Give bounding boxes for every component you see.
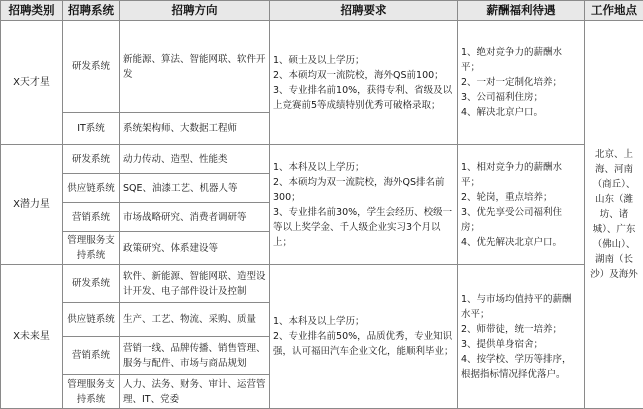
system-cell: 研发系统 (63, 145, 120, 174)
benefit-line: 2、师带徒，统一培养； (461, 323, 563, 335)
header-direction: 招聘方向 (120, 1, 270, 21)
work-location: 北京、上海、河南（商丘）、山东（潍坊、诸城）、广东（佛山）、湖南（长沙）及海外 (585, 21, 643, 409)
system-cell: 供应链系统 (63, 174, 120, 203)
direction-cell: 营销一线、品牌传播、销售管理、服务与配件、市场与商品规划 (120, 337, 270, 375)
direction-cell: 市场战略研究、消费者调研等 (120, 203, 270, 232)
benefit-line: 4、按学校、学历等排序，根据指标情况择优落户。 (461, 353, 572, 380)
requirement-line: 2、本硕均双一流院校，海外QS前100； (273, 69, 444, 81)
table-row (1, 265, 643, 303)
header-requirements: 招聘要求 (270, 1, 458, 21)
system-cell: 营销系统 (63, 337, 120, 375)
benefit-line: 1、绝对竞争力的薪酬水平； (461, 47, 563, 73)
direction-cell: 动力传动、造型、性能类 (120, 145, 270, 174)
system-cell: 供应链系统 (63, 303, 120, 337)
system-cell: 营销系统 (63, 203, 120, 232)
direction-cell: SQE、油漆工艺、机器人等 (120, 174, 270, 203)
benefit-line: 4、解决北京户口。 (461, 107, 544, 118)
requirement-line: 2、专业排名前50%，品质优秀，专业知识强，认可福田汽车企业文化，能顺利毕业； (273, 331, 454, 357)
benefit-line: 1、与市场均值持平的薪酬水平； (461, 293, 572, 320)
header-location: 工作地点 (585, 1, 643, 21)
benefits-weilai (458, 265, 585, 409)
header-category: 招聘类别 (1, 1, 63, 21)
header-benefits: 薪酬福利待遇 (458, 1, 585, 21)
requirements-tiancai (270, 21, 458, 145)
benefit-line: 3、公司福利住房； (461, 92, 544, 103)
benefit-line: 2、一对一定制化培养； (461, 77, 563, 88)
benefits-tiancai (458, 21, 585, 145)
system-cell: 管理服务支持系统 (63, 232, 120, 265)
system-cell: 研发系统 (63, 265, 120, 303)
direction-cell: 新能源、算法、智能网联、软件开发 (120, 21, 270, 113)
requirement-line: 3、专业排名前10%，获得专利、省级及以上竞赛前5等成绩特别优秀可破格录取； (273, 84, 453, 111)
table-row (1, 21, 643, 113)
requirement-line: 1、本科及以上学历； (273, 161, 365, 173)
direction-cell: 软件、新能源、智能网联、造型设计开发、电子部件设计及控制 (120, 265, 270, 303)
direction-cell: 生产、工艺、物流、采购、质量 (120, 303, 270, 337)
requirement-line: 1、本科及以上学历； (273, 316, 365, 327)
system-cell: 研发系统 (63, 21, 120, 113)
system-cell: IT系统 (63, 113, 120, 145)
category-weilai: X未来星 (1, 265, 63, 409)
benefit-line: 3、提供单身宿舍； (461, 338, 544, 350)
category-tiancai: X天才星 (1, 21, 63, 145)
direction-cell: 政策研究、体系建设等 (120, 232, 270, 265)
benefit-line: 2、轮岗，重点培养； (461, 191, 553, 203)
benefit-line: 4、优先解决北京户口。 (461, 236, 563, 248)
requirements-weilai (270, 265, 458, 409)
benefit-line: 1、相对竞争力的薪酬水平； (461, 161, 563, 188)
requirements-qianli (270, 145, 458, 265)
benefits-qianli (458, 145, 585, 265)
system-cell: 管理服务支持系统 (63, 375, 120, 409)
direction-cell: 系统架构师、大数据工程师 (120, 113, 270, 145)
table-row (1, 145, 643, 174)
header-row (1, 1, 643, 21)
category-qianli: X潜力星 (1, 145, 63, 265)
requirement-line: 1、硕士及以上学历； (273, 54, 365, 66)
requirement-line: 2、本硕均为双一流院校，海外QS排名前300； (273, 176, 445, 203)
requirement-line: 3、专业排名前30%，学生会经历、校级一等以上奖学金、千人级企业实习3个月以上； (273, 206, 453, 248)
header-system: 招聘系统 (63, 1, 120, 21)
direction-cell: 人力、法务、财务、审计、运营管理、IT、党委 (120, 375, 270, 409)
benefit-line: 3、优先享受公司福利住房； (461, 206, 563, 233)
